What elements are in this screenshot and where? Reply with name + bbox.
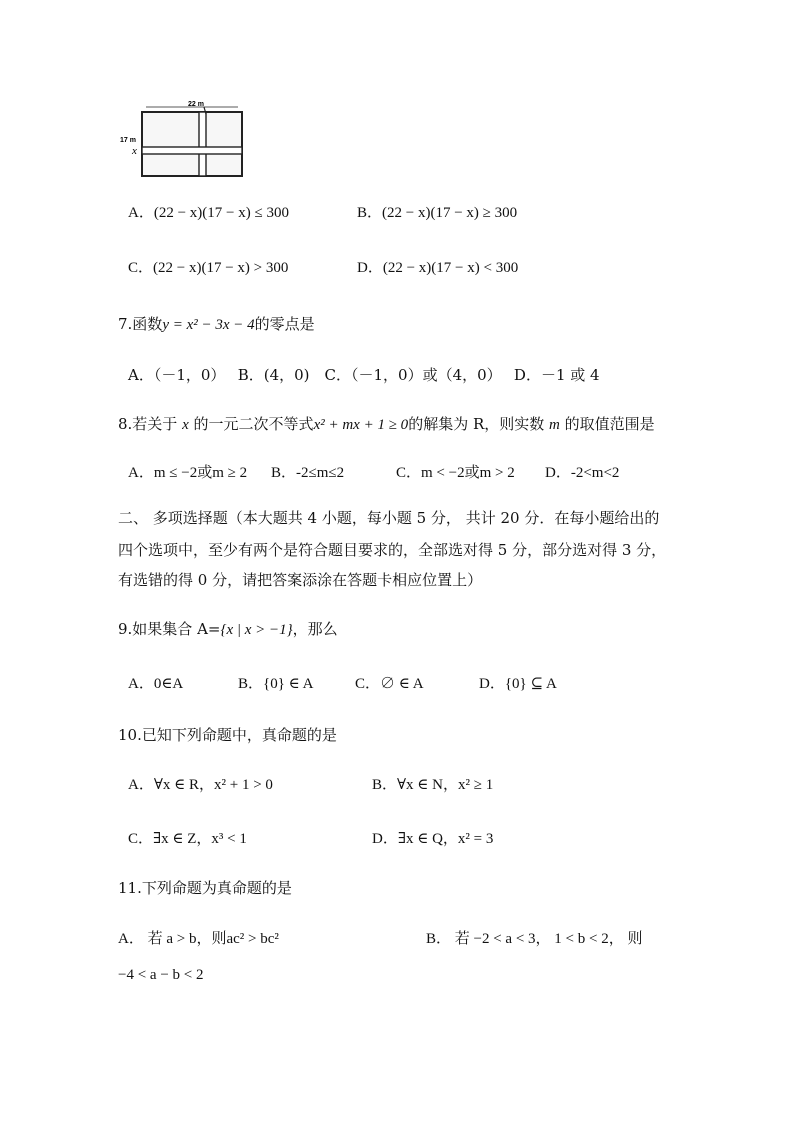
q8-stem-c: 的解集为 R，则实数: [408, 415, 545, 433]
section2-line1: 二、 多项选择题（本大题共 4 小题，每小题 5 分， 共计 20 分．在每小题给出的: [118, 509, 660, 527]
q10-option-a: A．∀x ∈ R，x² + 1 > 0: [128, 777, 273, 793]
section2-line3: 有选错的得 0 分，请把答案添涂在答题卡相应位置上）: [118, 571, 483, 589]
q9-option-d: D．{0} ⊆ A: [479, 676, 557, 692]
q9-option-b: B．{0} ∈ A: [238, 676, 314, 692]
q11-option-b-continued: −4 < a − b < 2: [118, 967, 204, 983]
q9-stem-prefix: 9.如果集合 A=: [118, 620, 221, 638]
q6-option-d: D．(22 − x)(17 − x) < 300: [357, 260, 519, 276]
garden-outline: [142, 112, 242, 176]
q8-stem: [118, 414, 655, 435]
q9-option-a: A．0∈A: [128, 676, 184, 692]
q7-stem-suffix: 的零点是: [254, 315, 315, 333]
section2-line2: 四个选项中，至少有两个是符合题目要求的，全部选对得 5 分，部分选对得 3 分，: [118, 541, 667, 559]
label-x: x: [132, 145, 137, 157]
horizontal-path: [142, 147, 242, 154]
q6-option-c: C．(22 − x)(17 − x) > 300: [128, 260, 289, 276]
q10-stem: 10.已知下列命题中，真命题的是: [118, 726, 337, 744]
q7-stem: [118, 314, 315, 335]
q9-stem-suffix: ，那么: [292, 620, 338, 638]
q11-stem: 11.下列命题为真命题的是: [118, 879, 292, 897]
vertical-path: [199, 112, 206, 176]
q10-option-d: D．∃x ∈ Q，x² = 3: [372, 831, 494, 847]
q8-stem-d: 的取值范围是: [564, 415, 655, 433]
label-17m: 17 m: [120, 137, 136, 144]
label-22m: 22 m: [188, 101, 204, 108]
q8-option-b: B．-2≤m≤2: [271, 465, 345, 481]
q8-option-a: A．m ≤ −2或m ≥ 2: [128, 465, 248, 481]
q8-option-d: D．-2<m<2: [545, 465, 620, 481]
q6-option-a: A．(22 − x)(17 − x) ≤ 300: [128, 205, 289, 221]
q10-option-c: C．∃x ∈ Z，x³ < 1: [128, 831, 247, 847]
q9-stem-set: {x | x > −1}: [220, 622, 293, 638]
q8-stem-a: 8.若关于: [118, 415, 178, 433]
q8-option-c: C．m < −2或m > 2: [396, 465, 515, 481]
q7-options: A．（－1，0） B．(4，0) C．（－1，0）或（4，0） D．－1 或 4: [128, 366, 600, 384]
q9-option-c: C．∅ ∈ A: [355, 676, 424, 692]
q8-var-m: m: [549, 417, 560, 433]
q8-var-x: x: [182, 417, 189, 433]
q8-expr: x² + mx + 1 ≥ 0: [313, 417, 409, 433]
q9-stem: [118, 619, 338, 640]
q7-stem-prefix: 7.函数: [118, 315, 163, 333]
garden-diagram: [118, 100, 246, 180]
q11-option-b: B． 若 −2 < a < 3， 1 < b < 2， 则: [426, 931, 643, 947]
q6-option-b: B．(22 − x)(17 − x) ≥ 300: [357, 205, 518, 221]
q8-stem-b: 的一元二次不等式: [193, 415, 314, 433]
q11-option-a: A． 若 a > b，则ac² > bc²: [118, 931, 279, 947]
garden-diagram-svg: [118, 100, 246, 180]
q7-stem-expr: y = x² − 3x − 4: [162, 317, 255, 333]
q10-option-b: B．∀x ∈ N，x² ≥ 1: [372, 777, 494, 793]
